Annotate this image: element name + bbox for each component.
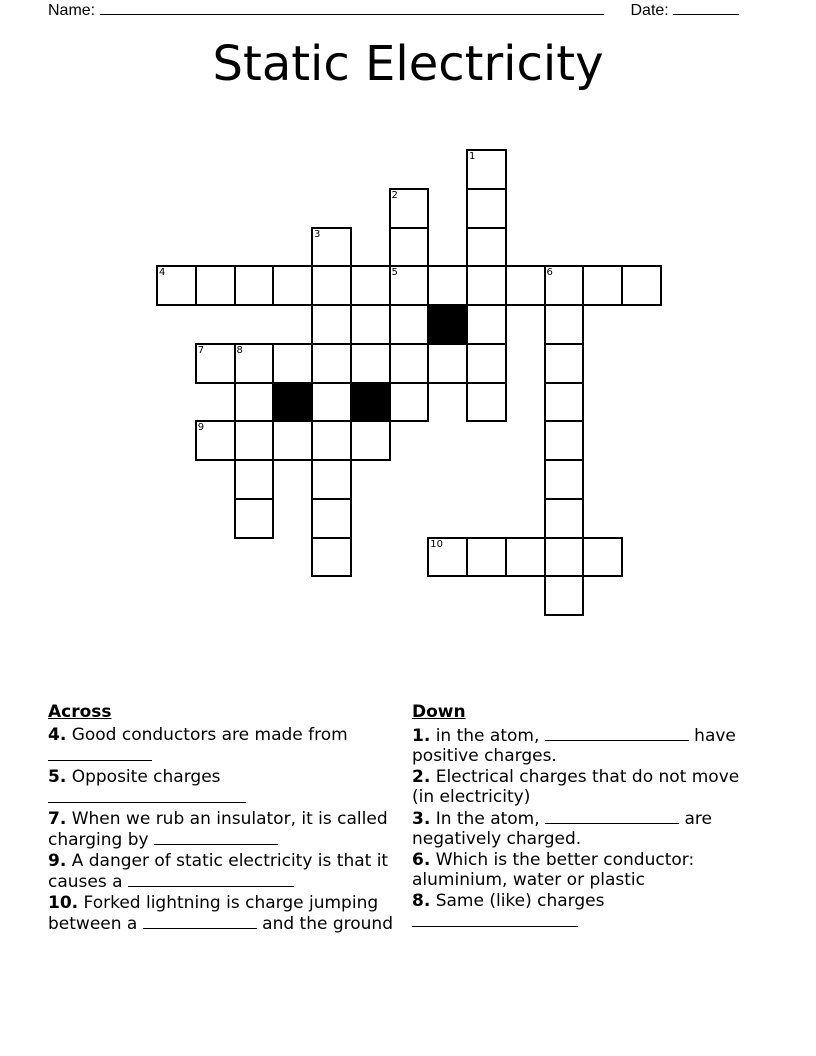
crossword-cell[interactable] <box>311 304 352 345</box>
crossword-cell[interactable] <box>156 265 197 306</box>
crossword-cell[interactable] <box>466 343 507 384</box>
cell-number: 7 <box>197 344 205 356</box>
crossword-cell[interactable] <box>195 343 236 384</box>
page-title: Static Electricity <box>212 36 604 92</box>
cell-number: 3 <box>314 228 321 240</box>
clue-text: Electrical charges that do not move (in electricity) <box>412 767 740 807</box>
crossword-cell[interactable] <box>389 304 430 345</box>
cell-number: 9 <box>197 422 205 434</box>
crossword-cell[interactable] <box>466 265 507 306</box>
clue-down-8 <box>412 892 762 932</box>
cell-number: 6 <box>546 267 553 279</box>
clue-number: 1. <box>412 726 431 746</box>
crossword-cell[interactable] <box>582 537 623 578</box>
clue-number: 7. <box>48 809 67 829</box>
clue-text: in the atom, <box>435 726 540 746</box>
crossword-cell[interactable] <box>234 498 275 539</box>
cell-number: 4 <box>159 267 166 279</box>
crossword-cell[interactable] <box>311 459 352 500</box>
crossword-cell[interactable] <box>311 227 352 268</box>
crossword-cell[interactable] <box>466 227 507 268</box>
cell-number: 8 <box>236 344 243 356</box>
crossword-cell[interactable] <box>311 537 352 578</box>
crossword-cell[interactable] <box>544 575 585 616</box>
cell-number: 2 <box>391 189 398 201</box>
crossword-cell[interactable] <box>389 188 430 229</box>
clue-number: 10. <box>48 893 79 913</box>
crossword-cell[interactable] <box>389 382 430 423</box>
crossword-cell[interactable] <box>505 537 546 578</box>
crossword-cell[interactable] <box>544 459 585 500</box>
crossword-cell[interactable] <box>389 343 430 384</box>
clue-text: A danger of static electricity is that it causes a <box>48 851 389 892</box>
crossword-cell[interactable] <box>234 459 275 500</box>
clue-across-9 <box>48 852 408 892</box>
clue-across-4 <box>48 726 408 766</box>
crossword-cell[interactable] <box>311 382 352 423</box>
crossword-cell[interactable] <box>234 265 275 306</box>
crossword-cell[interactable] <box>544 537 585 578</box>
crossword-cell[interactable] <box>272 420 313 461</box>
clue-text: Which is the better conductor: aluminium, water or plastic <box>412 850 695 890</box>
crossword-cell[interactable] <box>311 498 352 539</box>
clue-text-after: have positive charges. <box>412 726 736 766</box>
clue-text: Forked lightning is charge jumping between a <box>48 893 379 934</box>
clue-across-7 <box>48 810 408 850</box>
clue-across-5 <box>48 768 408 808</box>
crossword-cell[interactable] <box>195 420 236 461</box>
crossword-cell[interactable] <box>466 188 507 229</box>
crossword-cell[interactable] <box>350 343 391 384</box>
cell-number: 1 <box>469 151 476 162</box>
cell-number: 10 <box>430 538 443 550</box>
answer-blank <box>48 788 246 803</box>
crossword-cell[interactable] <box>427 343 468 384</box>
clue-number: 4. <box>48 725 67 745</box>
crossword-cell[interactable] <box>234 343 275 384</box>
clue-number: 2. <box>412 767 431 787</box>
answer-blank <box>412 912 578 927</box>
clue-number: 8. <box>412 891 431 911</box>
clue-text: Good conductors are made from <box>71 725 348 745</box>
across-heading: Across <box>48 702 112 722</box>
crossword-cell[interactable] <box>311 343 352 384</box>
clue-number: 5. <box>48 767 67 787</box>
crossword-cell[interactable] <box>234 420 275 461</box>
crossword-cell[interactable] <box>544 304 585 345</box>
answer-blank <box>143 914 257 929</box>
clue-number: 9. <box>48 851 67 871</box>
crossword-cell[interactable] <box>466 149 507 190</box>
clue-down-2 <box>412 768 762 807</box>
crossword-cell[interactable] <box>505 265 546 306</box>
crossword-cell[interactable] <box>427 265 468 306</box>
clue-text-after: are negatively charged. <box>412 809 712 849</box>
clue-down-1 <box>412 726 762 766</box>
crossword-cell[interactable] <box>350 265 391 306</box>
crossword-cell[interactable] <box>466 304 507 345</box>
crossword-cell[interactable] <box>272 343 313 384</box>
crossword-cell[interactable] <box>389 227 430 268</box>
answer-blank <box>48 746 152 761</box>
crossword-cell[interactable] <box>234 382 275 423</box>
crossword-black-cell <box>350 382 391 423</box>
crossword-cell[interactable] <box>544 343 585 384</box>
answer-blank <box>128 872 294 887</box>
down-clues <box>412 702 762 934</box>
clue-number: 6. <box>412 850 431 870</box>
date-label: Date: <box>630 2 669 19</box>
answer-blank <box>154 830 278 845</box>
crossword-cell[interactable] <box>621 265 662 306</box>
cell-number: 5 <box>391 267 398 279</box>
crossword-cell[interactable] <box>195 265 236 306</box>
answer-blank <box>545 726 689 741</box>
clue-number: 3. <box>412 809 431 829</box>
clue-across-10 <box>48 894 408 934</box>
down-heading: Down <box>412 702 466 722</box>
clue-text-after: and the ground <box>262 913 393 934</box>
crossword-black-cell <box>427 304 468 345</box>
crossword-cell[interactable] <box>350 420 391 461</box>
crossword-cell[interactable] <box>311 420 352 461</box>
crossword-cell[interactable] <box>427 537 468 578</box>
clue-text: Opposite charges <box>71 767 221 787</box>
clue-text: Same (like) charges <box>435 891 605 911</box>
crossword-cell[interactable] <box>544 265 585 306</box>
crossword-cell[interactable] <box>466 537 507 578</box>
clue-text: In the atom, <box>435 809 540 829</box>
crossword-cell[interactable] <box>311 265 352 306</box>
crossword-cell[interactable] <box>544 420 585 461</box>
crossword-black-cell <box>272 382 313 423</box>
crossword-cell[interactable] <box>466 382 507 423</box>
answer-blank <box>545 809 679 824</box>
clue-down-6 <box>412 851 762 890</box>
clue-down-3 <box>412 809 762 849</box>
crossword-cell[interactable] <box>582 265 623 306</box>
across-clues <box>48 702 408 936</box>
clue-text: When we rub an insulator, it is called charging by <box>48 809 388 850</box>
crossword-cell[interactable] <box>272 265 313 306</box>
crossword-cell[interactable] <box>389 265 430 306</box>
crossword-cell[interactable] <box>544 498 585 539</box>
name-label: Name: <box>48 2 96 19</box>
crossword-cell[interactable] <box>544 382 585 423</box>
